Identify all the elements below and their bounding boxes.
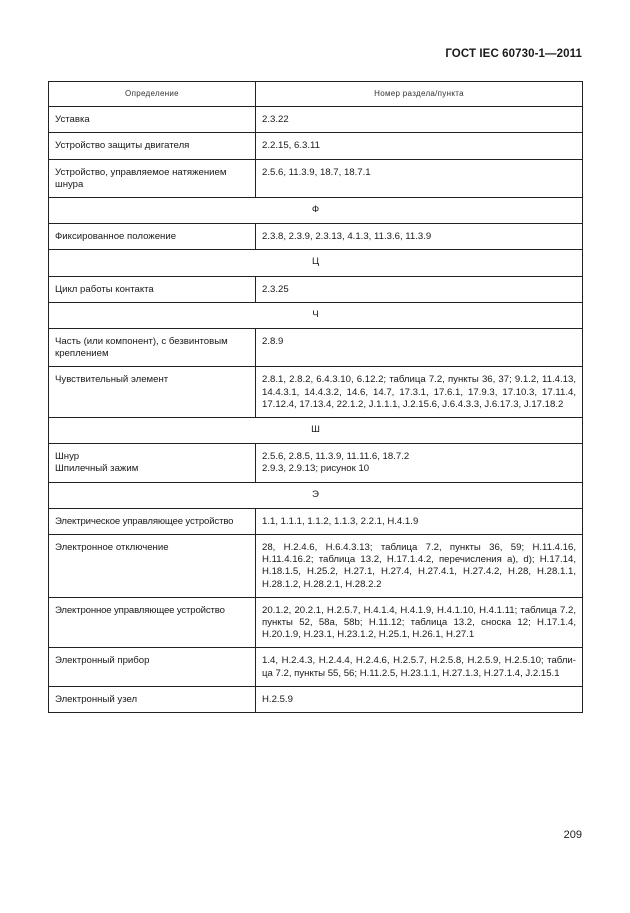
letter-row [49,418,583,444]
column-header-section-number: Номер раздела/пункта [256,82,583,107]
refs-cell: 2.3.22 [256,107,583,133]
refs-cell: 2.2.15, 6.3.11 [256,133,583,159]
refs-text: 2.9.3, 2.9.13; рисунок 10 [262,463,370,475]
refs-cell: 2.3.25 [256,276,583,302]
term-cell: Электронное отключение [49,535,256,598]
term-text: Шнур [55,451,80,463]
term-cell: Устройство, управляемое натяжением шнура [49,159,256,197]
table-row [49,508,583,534]
table-row [49,107,583,133]
term-cell: Электронное управляющее устройство [49,597,256,648]
letter-row [49,198,583,224]
refs-cell: 20.1.2, 20.2.1, H.2.5.7, H.4.1.4, H.4.1.9, H.4.1.10, H.4.1.11; таблица 7.2, пункты 52, 58а, 58b; H.11.12; таблица 13.2, сноска 12; H.17.1.4, H.20.1.9, H.23.1, H.23.1.2, H.25.1, H.26.1, H.27.1 [256,597,583,648]
letter-row [49,482,583,508]
section-letter: Ш [49,418,583,444]
term-cell: Фиксированное положение [49,224,256,250]
term-text: Шпилечный зажим [55,463,139,475]
refs-cell: 2.8.9 [256,329,583,367]
table-row [49,597,583,648]
column-header-definition: Определение [49,82,256,107]
refs-text: 2.5.6, 2.8.5, 11.3.9, 11.11.6, 18.7.2 [262,451,410,463]
term-cell: Электронный узел [49,686,256,712]
term-cell: Цикл работы контакта [49,276,256,302]
refs-cell: 1.1, 1.1.1, 1.1.2, 1.1.3, 2.2.1, H.4.1.9 [256,508,583,534]
refs-cell-pair [256,444,583,482]
term-cell: Электронный прибор [49,648,256,686]
refs-cell: 2.8.1, 2.8.2, 6.4.3.10, 6.12.2; таблица 7.2, пункты 36, 37; 9.1.2, 11.4.13, 14.4.3.1, 14.4.3.2, 14.6, 14.7, 17.3.1, 17.6.1, 17.9.3, 17.10.3, 17.11.4, 17.12.4, 17.13.4, 22.1.2, J.1.1.1, J.2.15.6, J.6.4.3.3, J.6.17.3, J.17.18.2 [256,367,583,418]
page-number: 209 [563,829,582,841]
term-cell: Чувствительный элемент [49,367,256,418]
table-row [49,648,583,686]
term-cell: Уставка [49,107,256,133]
table-row [49,276,583,302]
table-row [49,329,583,367]
section-letter: Ф [49,198,583,224]
section-letter: Ц [49,250,583,276]
refs-cell: H.2.5.9 [256,686,583,712]
term-cell: Электрическое управляющее устройство [49,508,256,534]
letter-row [49,302,583,328]
table-header-row [49,82,583,107]
refs-cell: 28, H.2.4.6, H.6.4.3.13; таблица 7.2, пункты 36, 59; H.11.4.16, H.11.4.16.2; таблица 13.2, H.17.1.4.2, перечисления а), d); H.17.14, H.18.1.5, H.25.2, H.27.1, H.27.4, H.27.4.1, H.27.4.2, H.28, H.28.1.1, H.28.1.2, H.28.2.1, H.28.2.2 [256,535,583,598]
term-cell: Устройство защиты двигателя [49,133,256,159]
refs-cell: 2.5.6, 11.3.9, 18.7, 18.7.1 [256,159,583,197]
standard-designation: ГОСТ IEC 60730-1—2011 [445,48,582,60]
term-cell-pair [49,444,256,482]
table-row [49,224,583,250]
table-row [49,159,583,197]
section-letter: Ч [49,302,583,328]
letter-row [49,250,583,276]
table-row [49,535,583,598]
table-row [49,444,583,482]
refs-cell: 2.3.8, 2.3.9, 2.3.13, 4.1.3, 11.3.6, 11.3.9 [256,224,583,250]
section-letter: Э [49,482,583,508]
table-row [49,367,583,418]
table-row [49,133,583,159]
index-table [48,81,583,713]
term-cell: Часть (или компонент), с безвинтовым креплением [49,329,256,367]
table-row [49,686,583,712]
refs-cell: 1.4, H.2.4.3, H.2.4.4, H.2.4.6, H.2.5.7, H.2.5.8, H.2.5.9, H.2.5.10; табли-ца 7.2, пункты 55, 56; H.11.2.5, H.23.1.1, H.27.1.3, H.27.1.4, J.2.15.1 [256,648,583,686]
